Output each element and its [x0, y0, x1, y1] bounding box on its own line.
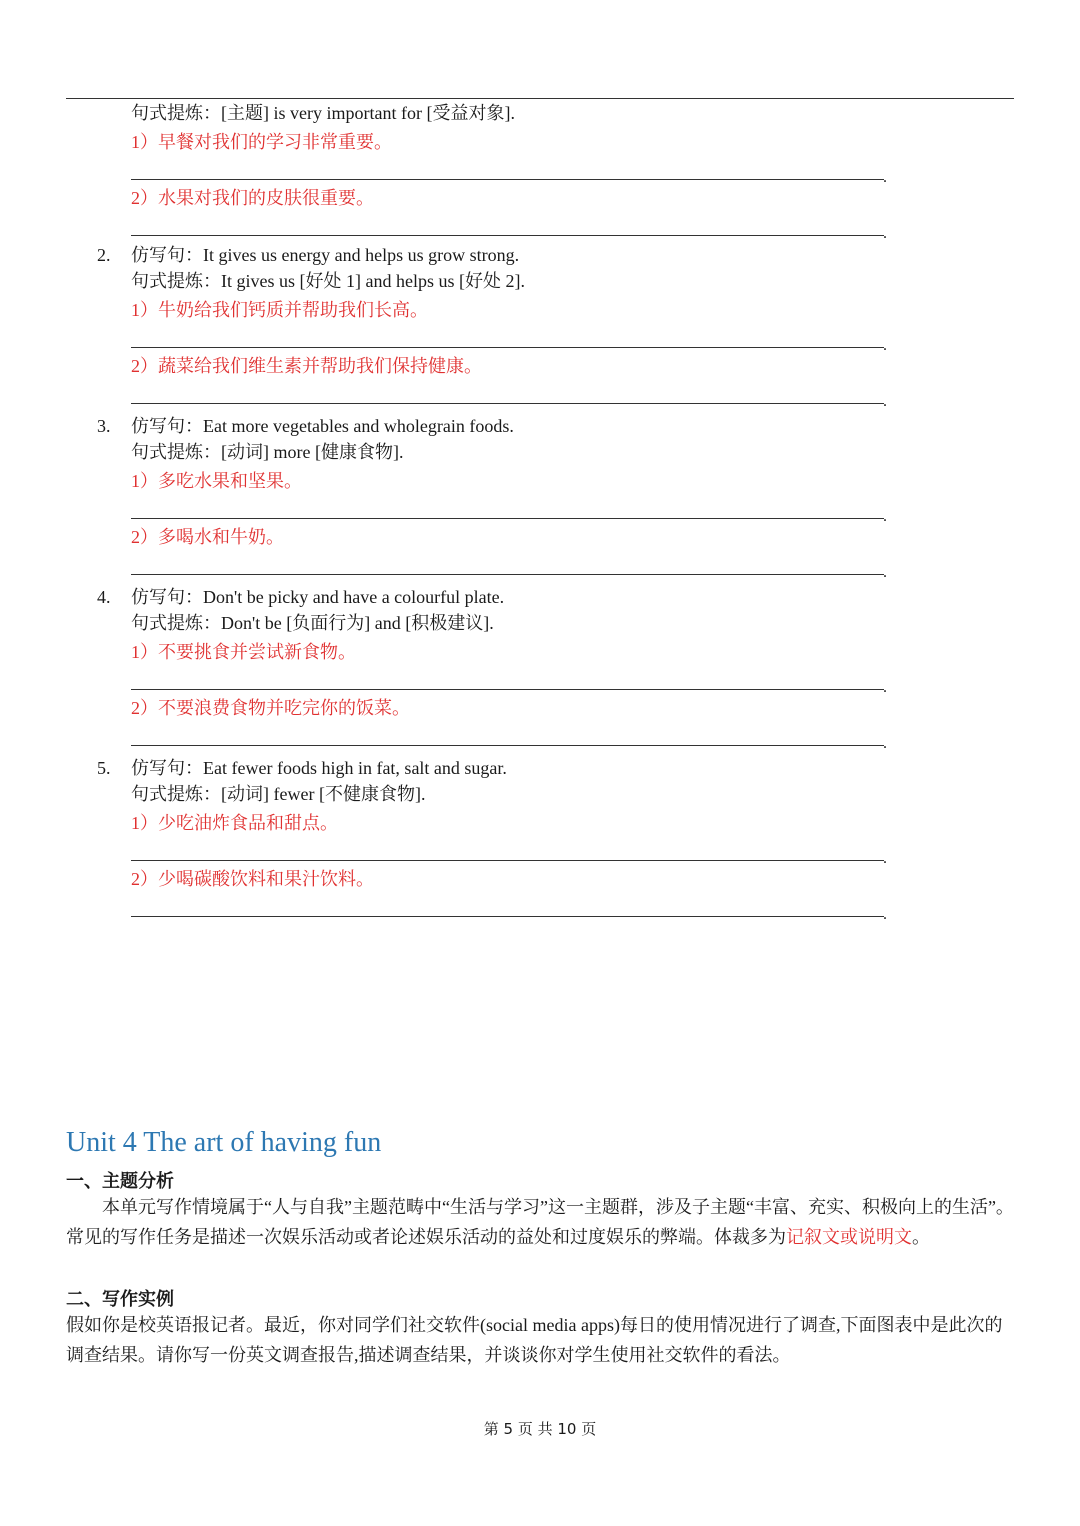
sentence-pattern: 句式提炼：[主题] is very important for [受益对象]. [131, 103, 515, 123]
answer-blank[interactable] [131, 916, 884, 917]
translation-prompt: 2）蔬菜给我们维生素并帮助我们保持健康。 [131, 356, 482, 376]
translation-prompt: 2）少喝碳酸饮料和果汁饮料。 [131, 869, 374, 889]
answer-blank[interactable] [131, 689, 884, 690]
blank-period: . [883, 564, 887, 581]
model-sentence: 仿写句：It gives us energy and helps us grow strong. [131, 245, 520, 265]
unit-title: Unit 4 The art of having fun [66, 1127, 382, 1158]
answer-blank[interactable] [131, 403, 884, 404]
sentence-pattern: 句式提炼：It gives us [好处 1] and helps us [好处 2]. [131, 271, 525, 291]
blank-period: . [883, 508, 887, 525]
translation-prompt: 1）少吃油炸食品和甜点。 [131, 813, 338, 833]
theme-text: 本单元写作情境属于“人与自我”主题范畴中“生活与学习”这一主题群，涉及子主题“丰富、充实、积极向上的生活”。常见的写作任务是描述一次娱乐活动或者论述娱乐活动的益处和过度娱乐的弊端。体裁多为 [66, 1197, 1014, 1247]
exercise-number: 4. [97, 587, 111, 607]
writing-task-paragraph: 假如你是校英语报记者。最近，你对同学们社交软件(social media apps)每日的使用情况进行了调查,下面图表中是此次的调查结果。请你写一份英文调查报告,描述调查结果，并谈谈你对学生使用社交软件的看法。 [66, 1315, 1003, 1365]
exercise-number: 2. [97, 245, 111, 265]
answer-blank[interactable] [131, 860, 884, 861]
blank-period: . [883, 225, 887, 242]
header-rule [66, 98, 1014, 99]
model-sentence: 仿写句：Eat fewer foods high in fat, salt and sugar. [131, 758, 507, 778]
translation-prompt: 1）早餐对我们的学习非常重要。 [131, 132, 392, 152]
sentence-pattern: 句式提炼：[动词] more [健康食物]. [131, 442, 404, 462]
blank-period: . [883, 337, 887, 354]
genre-highlight: 记叙文或说明文 [786, 1226, 912, 1247]
blank-period: . [883, 735, 887, 752]
answer-blank[interactable] [131, 574, 884, 575]
translation-prompt: 2）多喝水和牛奶。 [131, 527, 284, 547]
theme-analysis-paragraph [66, 1193, 1014, 1252]
section-heading-theme: 一、主题分析 [66, 1171, 174, 1192]
answer-blank[interactable] [131, 518, 884, 519]
exercise-number: 5. [97, 758, 111, 778]
page-footer: 第 5 页 共 10 页 [483, 1420, 597, 1438]
theme-text-end: 。 [912, 1226, 930, 1247]
sentence-pattern: 句式提炼：Don't be [负面行为] and [积极建议]. [131, 613, 494, 633]
translation-prompt: 2）水果对我们的皮肤很重要。 [131, 188, 374, 208]
model-sentence: 仿写句：Don't be picky and have a colourful plate. [131, 587, 505, 607]
answer-blank[interactable] [131, 347, 884, 348]
blank-period: . [883, 169, 887, 186]
translation-prompt: 1）多吃水果和坚果。 [131, 471, 302, 491]
answer-blank[interactable] [131, 179, 884, 180]
sentence-pattern: 句式提炼：[动词] fewer [不健康食物]. [131, 784, 426, 804]
blank-period: . [883, 850, 887, 867]
exercise-number: 3. [97, 416, 111, 436]
translation-prompt: 1）牛奶给我们钙质并帮助我们长高。 [131, 300, 428, 320]
section-heading-example: 二、写作实例 [66, 1289, 174, 1310]
model-sentence: 仿写句：Eat more vegetables and wholegrain foods. [131, 416, 514, 436]
answer-blank[interactable] [131, 745, 884, 746]
blank-period: . [883, 393, 887, 410]
translation-prompt: 1）不要挑食并尝试新食物。 [131, 642, 356, 662]
blank-period: . [883, 906, 887, 923]
blank-period: . [883, 679, 887, 696]
answer-blank[interactable] [131, 235, 884, 236]
translation-prompt: 2）不要浪费食物并吃完你的饭菜。 [131, 698, 410, 718]
